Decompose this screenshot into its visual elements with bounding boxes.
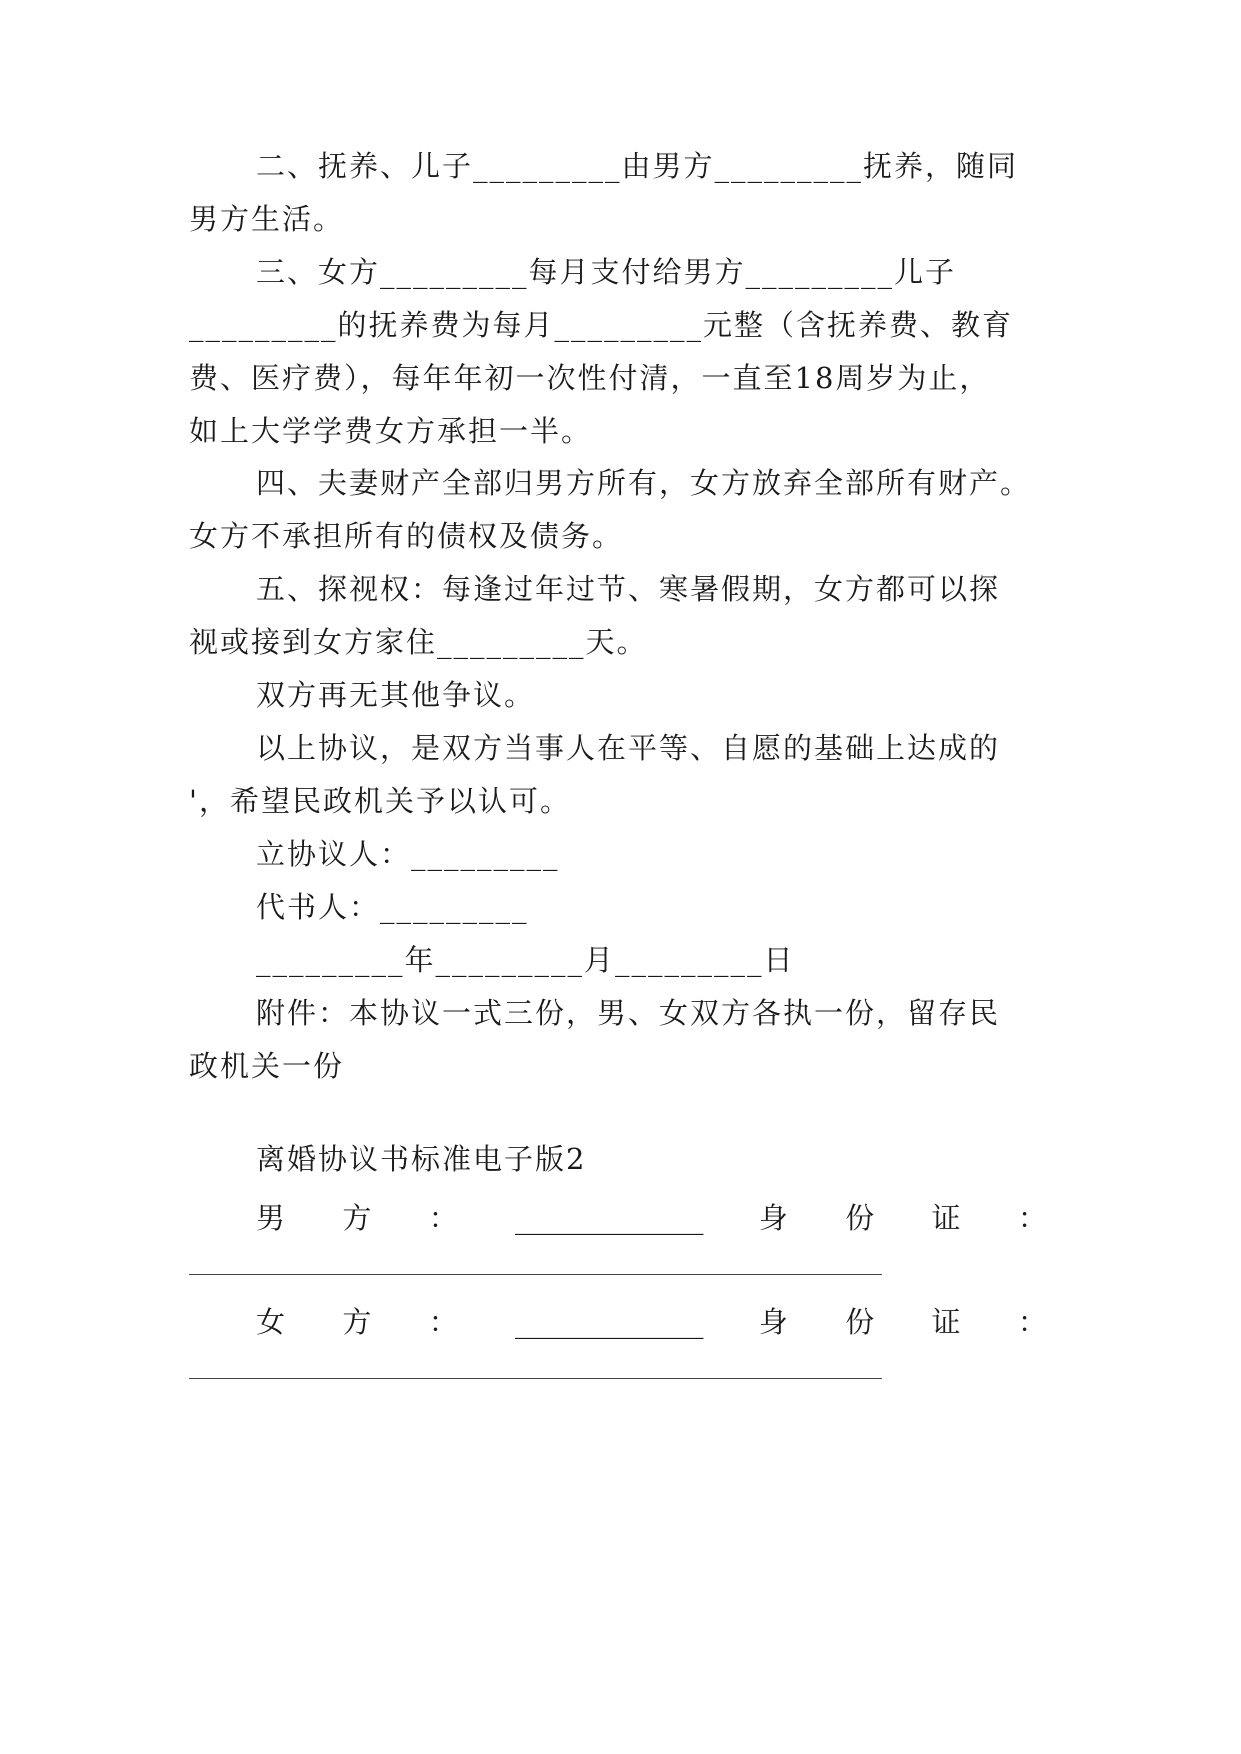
id-label-char: 份 <box>845 1305 877 1339</box>
female-party-fields <box>256 1302 1049 1342</box>
clause-4-line-1: 四、夫妻财产全部归男方所有，女方放弃全部所有财产。 <box>256 466 1032 500</box>
clause-5-line-1: 五、探视权：每逢过年过节、寒暑假期，女方都可以探 <box>256 572 1001 606</box>
female-id-blank-rule <box>189 1378 882 1379</box>
agreement-statement-line-2: '，希望民政机关予以认可。 <box>189 784 571 818</box>
id-label-char: 证 <box>931 1305 963 1339</box>
id-label-char: 身 <box>758 1201 790 1235</box>
male-label-char: 方 <box>342 1201 374 1235</box>
section-2-title: 离婚协议书标准电子版2 <box>256 1142 587 1176</box>
no-dispute-statement: 双方再无其他争议。 <box>256 678 536 712</box>
clause-3-line-3: 费、医疗费），每年年初一次性付清，一直至18周岁为止， <box>189 361 991 395</box>
female-name-blank: _____________ <box>515 1305 704 1339</box>
clause-3-line-2: _________的抚养费为每月_________元整（含抚养费、教育 <box>189 308 1014 342</box>
id-label-char: ： <box>1017 1201 1049 1235</box>
date-line: _________年_________月_________日 <box>256 943 795 977</box>
clause-2-line-2: 男方生活。 <box>189 202 345 236</box>
scribe-line: 代书人：_________ <box>256 890 529 924</box>
female-party-row <box>256 1302 1116 1342</box>
male-party-row <box>256 1198 1116 1238</box>
female-label-char: ： <box>428 1305 460 1339</box>
male-party-fields <box>256 1198 1049 1238</box>
female-label-char: 方 <box>342 1305 374 1339</box>
attachment-line-2: 政机关一份 <box>189 1049 345 1083</box>
male-id-blank-rule <box>189 1274 882 1275</box>
id-label-char: ： <box>1017 1305 1049 1339</box>
attachment-line-1: 附件：本协议一式三份，男、女双方各执一份，留存民 <box>256 996 1001 1030</box>
signer-line: 立协议人：_________ <box>256 837 560 871</box>
female-label-char: 女 <box>256 1305 288 1339</box>
id-label-char: 证 <box>931 1201 963 1235</box>
id-label-char: 份 <box>845 1201 877 1235</box>
clause-3-line-1: 三、女方_________每月支付给男方_________儿子 <box>256 255 957 289</box>
clause-2-line-1: 二、抚养、儿子_________由男方_________抚养，随同 <box>256 149 1019 183</box>
clause-5-line-2: 视或接到女方家住_________天。 <box>189 625 648 659</box>
clause-3-line-4: 如上大学学费女方承担一半。 <box>189 414 593 448</box>
male-label-char: 男 <box>256 1201 288 1235</box>
male-label-char: ： <box>428 1201 460 1235</box>
id-label-char: 身 <box>758 1305 790 1339</box>
agreement-statement-line-1: 以上协议，是双方当事人在平等、自愿的基础上达成的 <box>256 731 1001 765</box>
clause-4-line-2: 女方不承担所有的债权及债务。 <box>189 519 624 553</box>
male-name-blank: _____________ <box>515 1201 704 1235</box>
